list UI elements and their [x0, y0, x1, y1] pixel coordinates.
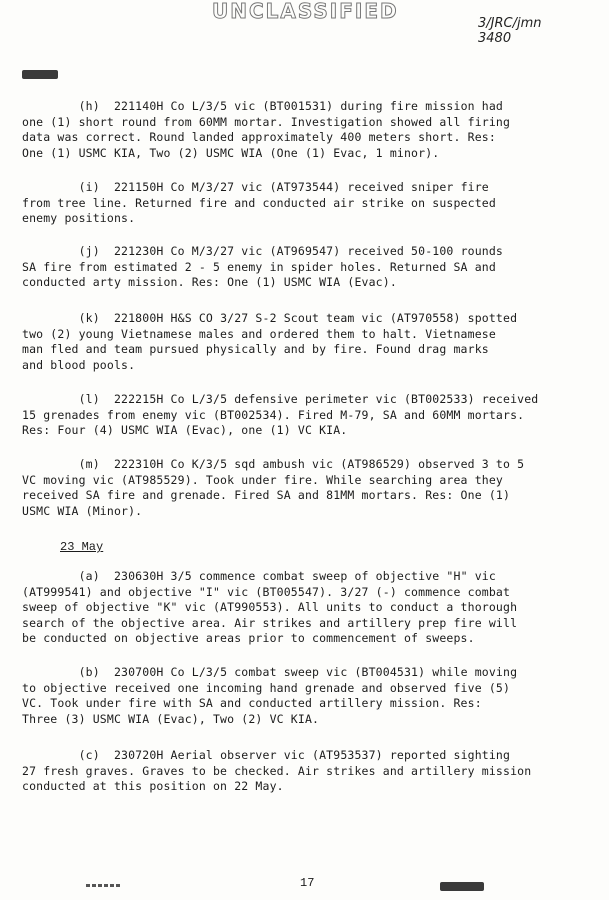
- entry-m: (m) 222310H Co K/3/5 sqd ambush vic (AT986529) observed 3 to 5 VC moving vic (AT985529). Took under fire. While searching area they received SA fire and grenade. Fired SA and 81MM mortars. Res: One (1) USMC WIA (Minor).: [22, 457, 525, 518]
- entry-c: (c) 230720H Aerial observer vic (AT953537) reported sighting 27 fresh graves. Graves to be checked. Air strikes and artillery mission conducted at this position on 22 May.: [22, 748, 532, 793]
- redaction-mark-top: [22, 70, 58, 79]
- classification-stamp: UNCLASSIFIED: [212, 0, 399, 23]
- entry-b: (b) 230700H Co L/3/5 combat sweep vic (BT004531) while moving to objective received one incoming hand grenade and observed five (5) VC. Took under fire with SA and conducted artillery mission. Res: Three (3) USMC WIA (Evac), Two (2) VC KIA.: [22, 665, 518, 726]
- entry-l: (l) 222215H Co L/3/5 defensive perimeter vic (BT002533) received 15 grenades from enemy vic (BT002534). Fired M-79, SA and 60MM mortars. Res: Four (4) USMC WIA (Evac), one (1) VC KIA.: [22, 392, 539, 437]
- entry-i: (i) 221150H Co M/3/27 vic (AT973544) received sniper fire from tree line. Returned fire and conducted air strike on suspected enemy positions.: [22, 180, 496, 225]
- reference-line-2: 3480: [478, 31, 512, 46]
- footer-dash-mark: [86, 884, 120, 887]
- entry-a: (a) 230630H 3/5 commence combat sweep of objective "H" vic (AT999541) and objective "I" vic (BT005547). 3/27 (-) commence combat sweep of objective "K" vic (AT990553). All units to conduct a thorough search of the objective area. Air strikes and artillery prep fire will be conducted on objective areas prior to commencement of sweeps.: [22, 569, 518, 645]
- date-heading: 23 May: [60, 540, 104, 554]
- entry-j: (j) 221230H Co M/3/27 vic (AT969547) received 50-100 rounds SA fire from estimated 2 - 5 enemy in spider holes. Returned SA and conducted arty mission. Res: One (1) USMC WIA (Evac).: [22, 244, 504, 289]
- reference-line-1: 3/JRC/jmn: [478, 16, 542, 31]
- entry-k: (k) 221800H H&S CO 3/27 S-2 Scout team vic (AT970558) spotted two (2) young Vietnamese males and ordered them to halt. Vietnamese man fled and team pursued physically and by fire. Found drag marks and blood pools.: [22, 311, 518, 372]
- redaction-mark-bottom: [440, 882, 484, 891]
- page-number: 17: [300, 876, 315, 890]
- reference-code: [478, 16, 542, 46]
- entry-h: (h) 221140H Co L/3/5 vic (BT001531) during fire mission had one (1) short round from 60MM mortar. Investigation showed all firing data was correct. Round landed approximately 400 meters short. Res: One (1) USMC KIA, Two (2) USMC WIA (One (1) Evac, 1 minor).: [22, 99, 511, 160]
